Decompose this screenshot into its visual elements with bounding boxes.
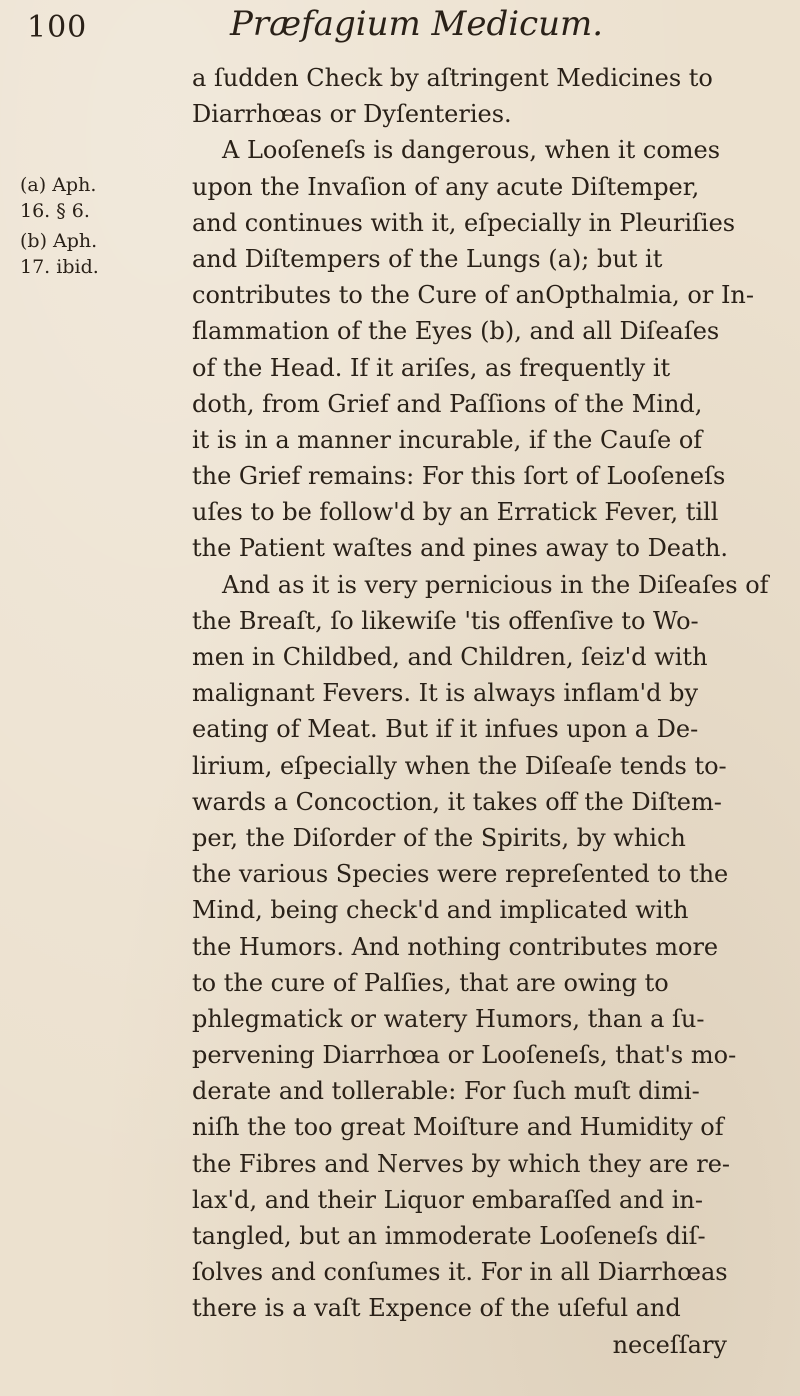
page-header <box>0 4 800 54</box>
text-line: men in Childbed, and Children, ſeiz'd with <box>192 643 708 671</box>
text-line: uſes to be follow'd by an Erratick Fever, till <box>192 498 719 527</box>
text-line: the various Species were repreſented to the <box>192 860 729 889</box>
text-line: there is a vaſt Expence of the uſeful and <box>192 1294 681 1323</box>
catchword: neceſſary <box>612 1330 727 1359</box>
page-number: 100 <box>27 10 88 45</box>
text-line: lax'd, and their Liquor embaraſſed and in- <box>192 1185 703 1214</box>
text-line: flammation of the Eyes (b), and all Diſeaſes <box>192 317 720 346</box>
text-line: A Looſeneſs is dangerous, when it comes <box>222 136 721 165</box>
text-line: wards a Concoction, it takes off the Diſtem- <box>192 787 722 816</box>
text-line: upon the Invaſion of any acute Diſtemper, <box>192 172 700 201</box>
text-line: ſolves and conſumes it. For in all Diarrhœas <box>192 1258 728 1287</box>
margin-note: (a) Aph. <box>20 174 97 196</box>
margin-note: 16. § 6. <box>20 200 90 222</box>
text-line: the Humors. And nothing contributes more <box>192 932 719 961</box>
text-line: malignant Fevers. It is always inflam'd by <box>192 679 699 708</box>
text-line: lirium, eſpecially when the Diſeaſe tends to- <box>192 751 727 780</box>
text-line: Mind, being check'd and implicated with <box>192 896 689 925</box>
margin-note: 17. ibid. <box>20 256 99 278</box>
text-line: and continues with it, eſpecially in Pleuriſies <box>192 208 736 237</box>
text-line: And as it is very pernicious in the Diſeaſes of <box>222 570 769 599</box>
text-line: of the Head. If it ariſes, as frequently it <box>192 353 671 382</box>
text-line: doth, from Grief and Paſſions of the Mind, <box>192 389 703 418</box>
text-line: derate and tollerable: For ſuch muſt dimi- <box>192 1077 700 1106</box>
text-line: Diarrhœas or Dyſenteries. <box>192 100 512 129</box>
text-line: and Diſtempers of the Lungs (a); but it <box>192 244 663 273</box>
text-line: pervening Diarrhœa or Looſeneſs, that's mo- <box>192 1041 737 1070</box>
text-line: niſh the too great Moiſture and Humidity of <box>192 1113 724 1142</box>
text-line: eating of Meat. But if it infues upon a De- <box>192 715 699 744</box>
text-line: the Fibres and Nerves by which they are re- <box>192 1149 731 1178</box>
text-line: to the cure of Palſies, that are owing to <box>192 968 669 997</box>
text-line: a ſudden Check by aſtringent Medicines to <box>192 64 713 92</box>
running-head: Præfagium Medicum. <box>230 4 604 44</box>
text-line: the Grief remains: For this ſort of Looſeneſs <box>192 462 726 491</box>
text-line: contributes to the Cure of anOpthalmia, or In- <box>192 281 754 310</box>
text-line: it is in a manner incurable, if the Cauſe of <box>192 425 703 454</box>
text-line: per, the Diſorder of the Spirits, by which <box>192 823 686 852</box>
text-line: the Patient waſtes and pines away to Death. <box>192 534 729 563</box>
text-line: the Breaſt, ſo likewiſe 'tis offenſive to Wo- <box>192 606 699 635</box>
margin-note: (b) Aph. <box>20 230 98 252</box>
body-text <box>192 60 787 1363</box>
margin-notes <box>20 172 100 280</box>
text-line: tangled, but an immoderate Looſeneſs diſ- <box>192 1222 706 1250</box>
text-line: phlegmatick or watery Humors, than a ſu- <box>192 1004 705 1033</box>
